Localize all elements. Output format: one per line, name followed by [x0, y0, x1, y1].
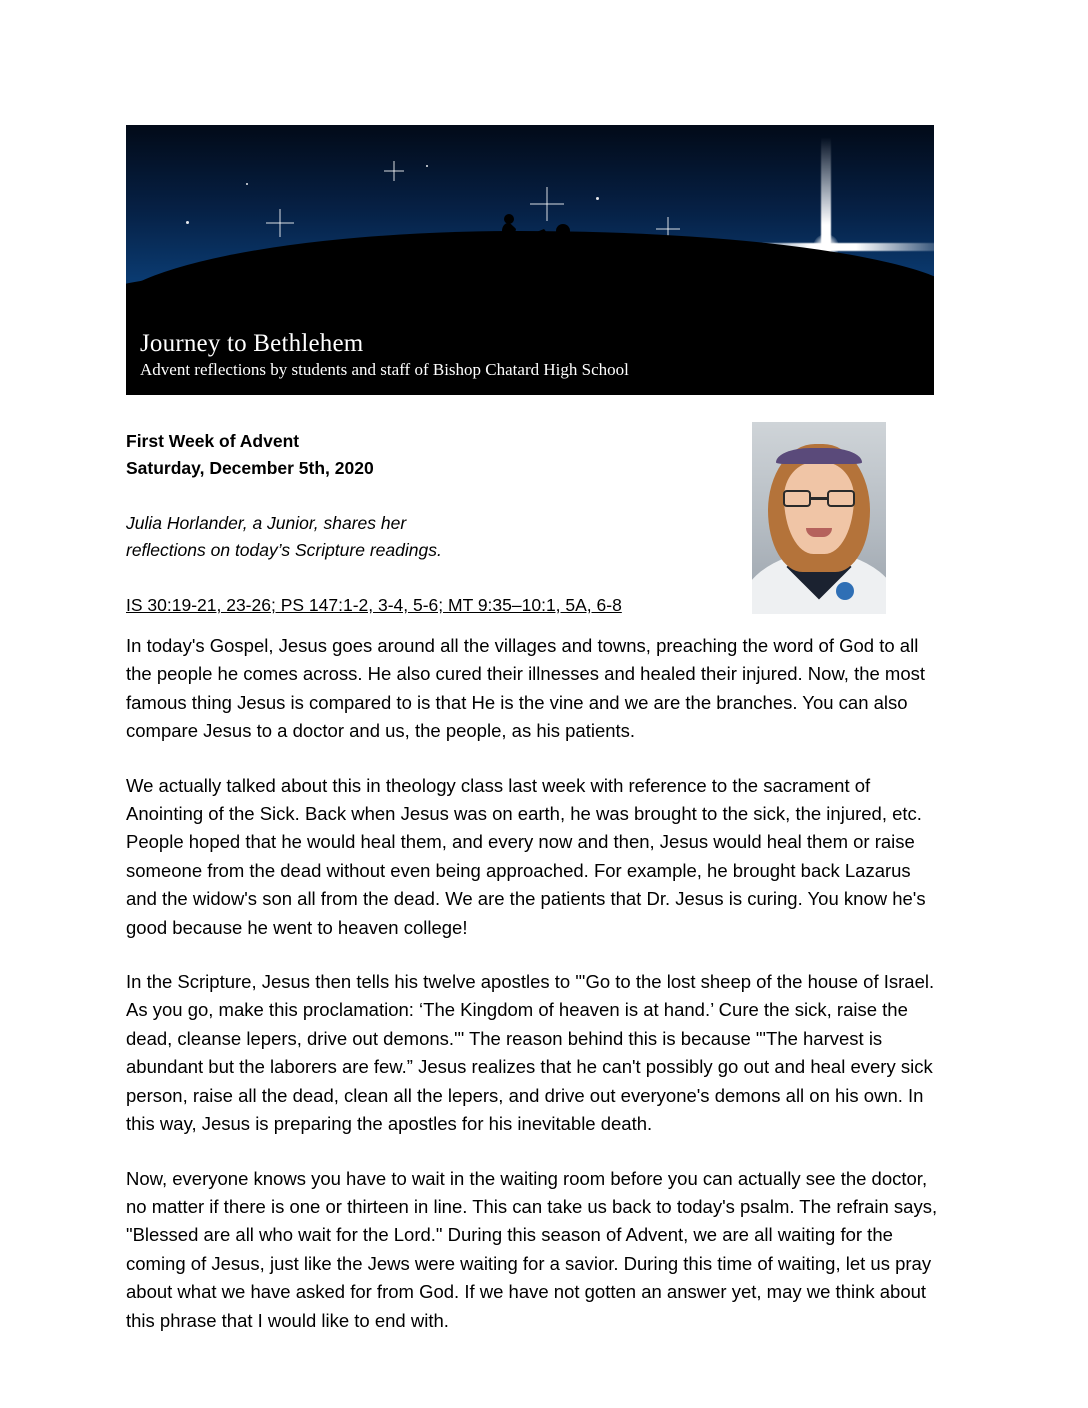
star-icon: [246, 183, 248, 185]
star-icon: [596, 197, 599, 200]
author-line-1: Julia Horlander, a Junior, shares her: [126, 513, 407, 533]
reflection-body: [126, 632, 944, 1361]
paragraph: We actually talked about this in theology class last week with reference to the sacrament of Anointing of the Sick. Back when Jesus was on earth, he was brought to the sick, the injured, etc. People hoped that he would heal them, and every now and then, Jesus would heal them or raise someone from the dead without even being approached. For example, he brought back Lazarus and the widow's son all from the dead. We are the patients that Dr. Jesus is curing. You know he's good because he went to heaven college!: [126, 774, 926, 938]
author-line-2: reflections on today’s Scripture readings.: [126, 540, 442, 560]
school-logo-icon: [836, 582, 854, 600]
travelers-silhouette-icon: [478, 209, 608, 279]
paragraph: In today's Gospel, Jesus goes around all the villages and towns, preaching the word of God to all the people he comes across. He also cured their illnesses and healed their injured. Now, the most famous thing Jesus is compared to is that He is the vine and we are the branches. You can also compare Jesus to a doctor and us, the people, as his patients.: [126, 635, 926, 742]
journey-to-bethlehem-banner: [126, 125, 934, 395]
spacer: [126, 564, 726, 592]
star-icon: [186, 221, 189, 224]
reflection-header: [126, 428, 726, 619]
sparkle-icon: [384, 161, 404, 181]
star-icon: [426, 165, 428, 167]
author-photo: [752, 422, 886, 614]
paragraph: Now, everyone knows you have to wait in the waiting room before you can actually see the doctor, no matter if there is one or thirteen in line. This can take us back to today's psalm. The refrain says, "Blessed are all who wait for the Lord." During this season of Advent, we are all waiting for the coming of Jesus, just like the Jews were waiting for a savior. During this time of waiting, let us pray about what we have asked for from God. If we have not gotten an answer yet, may we think about this phrase that I would like to end with.: [126, 1167, 938, 1331]
date-label: Saturday, December 5th, 2020: [126, 458, 374, 478]
paragraph: In the Scripture, Jesus then tells his twelve apostles to "'Go to the lost sheep of the house of Israel. As you go, make this proclamation: ‘The Kingdom of heaven is at hand.’ Cure the sick, raise the dead, cleanse lepers, drive out demons.'" The reason behind this is because "'The harvest is abundant but the laborers are few.” Jesus realizes that he can't possibly go out and heal every sick person, raise all the dead, clean all the lepers, and drive out everyone's demons all on his own. In this way, Jesus is preparing the apostles for his inevitable death.: [126, 971, 935, 1135]
banner-subtitle: Advent reflections by students and staff of Bishop Chatard High School: [140, 360, 629, 379]
scripture-readings-citation: IS 30:19-21, 23-26; PS 147:1-2, 3-4, 5-6; MT 9:35–10:1, 5A, 6-8: [126, 595, 622, 615]
spacer: [126, 482, 726, 510]
banner-caption: [126, 325, 934, 395]
glasses-icon: [783, 490, 855, 507]
advent-week-label: First Week of Advent: [126, 431, 300, 451]
banner-title: Journey to Bethlehem: [140, 330, 364, 357]
sparkle-icon: [266, 209, 294, 237]
